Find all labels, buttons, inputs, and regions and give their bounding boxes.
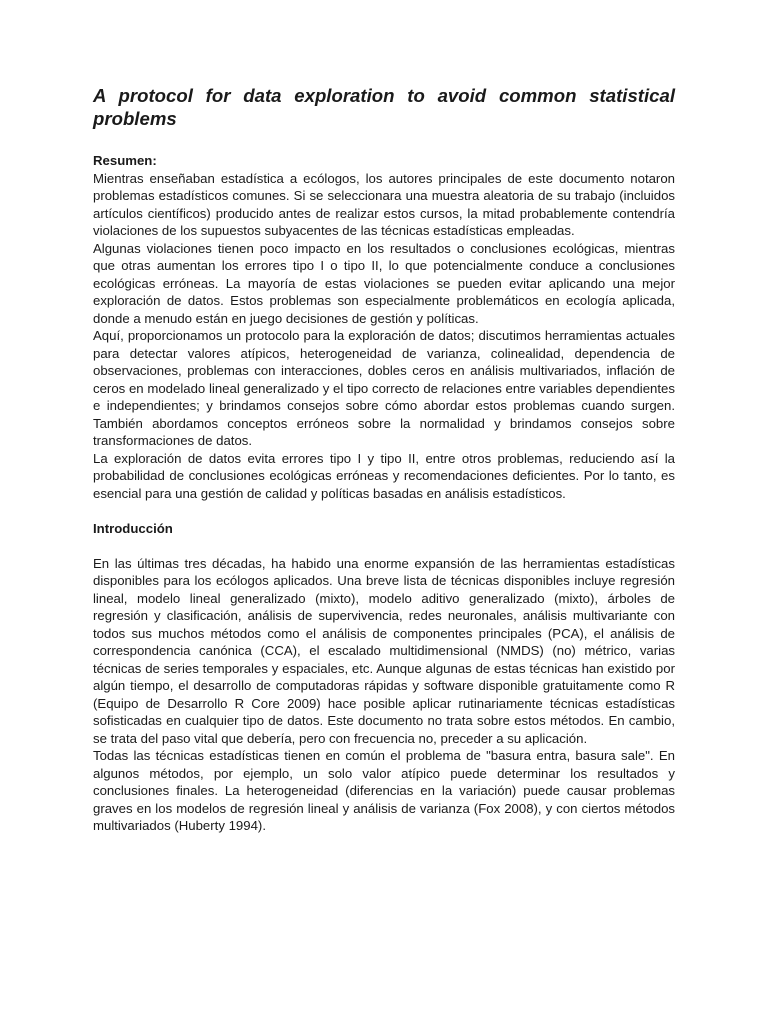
resumen-section: [93, 152, 675, 502]
resumen-paragraph-1: Mientras enseñaban estadística a ecólogos, los autores principales de este documento notaron problemas estadísticos comunes. Si se seleccionara una muestra aleatoria de su trabajo (incluidos artículos científicos) producido antes de realizar estos cursos, la mitad probablemente contendría violaciones de los supuestos subyacentes de las técnicas estadísticas empleadas.: [93, 170, 675, 238]
introduccion-paragraph-2: Todas las técnicas estadísticas tienen en común el problema de "basura entra, basura sale". En algunos métodos, por ejemplo, un solo valor atípico puede determinar los resultados y conclusiones finales. La heterogeneidad (diferencias en la variación) puede causar problemas graves en los modelos de regresión lineal y análisis de varianza (Fox 2008), y con ciertos métodos multivariados (Huberty 1994).: [93, 748, 675, 833]
resumen-heading: Resumen:: [93, 153, 157, 168]
resumen-paragraph-3: Aquí, proporcionamos un protocolo para la exploración de datos; discutimos herramientas actuales para detectar valores atípicos, heterogeneidad de varianza, colinealidad, dependencia de observaciones, problemas con interacciones, dobles ceros en análisis multivariados, inflación de ceros en modelado lineal generalizado y el tipo correcto de relaciones entre variables dependientes e independientes; y brindamos consejos sobre cómo abordar estos problemas cuando surgen. También abordamos conceptos erróneos sobre la normalidad y brindamos consejos sobre transformaciones de datos.: [93, 328, 675, 448]
introduccion-paragraph-1: En las últimas tres décadas, ha habido una enorme expansión de las herramientas estadísticas disponibles para los ecólogos aplicados. Una breve lista de técnicas disponibles incluye regresión lineal, modelo lineal generalizado (mixto), modelo aditivo generalizado (mixto), árboles de regresión y clasificación, análisis de supervivencia, redes neuronales, análisis multivariante con todos sus muchos métodos como el análisis de componentes principales (PCA), el análisis de correspondencia canónica (CCA), el escalado multidimensional (NMDS) (no) métrico, varias técnicas de series temporales y espaciales, etc. Aunque algunas de estas técnicas han existido por algún tiempo, el desarrollo de computadoras rápidas y software disponible gratuitamente como R (Equipo de Desarrollo R Core 2009) hace posible aplicar rutinariamente técnicas estadísticas sofisticadas en cualquier tipo de datos. Este documento no trata sobre estos métodos. En cambio, se trata del paso vital que debería, pero con frecuencia no, preceder a su aplicación.: [93, 555, 675, 746]
resumen-paragraph-4: La exploración de datos evita errores tipo I y tipo II, entre otros problemas, reduciendo así la probabilidad de conclusiones ecológicas erróneas y recomendaciones deficientes. Por lo tanto, es esencial para una gestión de calidad y políticas basadas en análisis estadísticos.: [93, 450, 675, 501]
introduccion-heading: Introducción: [93, 520, 173, 536]
heading-spacer: [93, 537, 675, 555]
introduccion-section: [93, 520, 675, 835]
resumen-paragraph-2: Algunas violaciones tienen poco impacto en los resultados o conclusiones ecológicas, mientras que otras aumentan los errores tipo I o tipo II, lo que potencialmente conduce a conclusiones ecológicas erróneas. La mayoría de estas violaciones se pueden evitar aplicando una mejor exploración de datos. Estos problemas son especialmente problemáticos en ecología aplicada, donde a menudo están en juego decisiones de gestión y políticas.: [93, 240, 675, 326]
document-title: A protocol for data exploration to avoid common statistical problems: [93, 85, 675, 129]
section-spacer: [93, 502, 675, 520]
